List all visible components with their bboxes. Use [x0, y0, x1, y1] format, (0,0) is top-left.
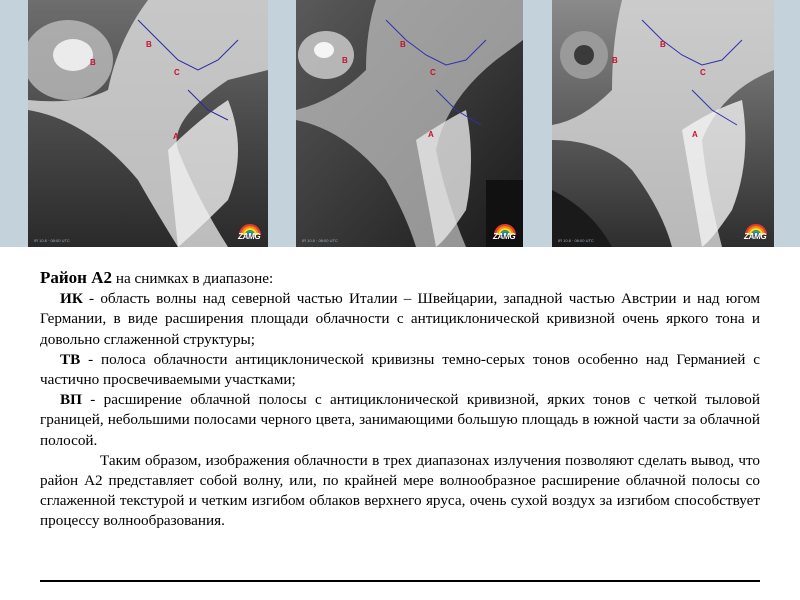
vp-description: - расширение облачной полосы с антициклонической кривизной, ярких тонов с четкой тыловой границей, небольшими полосами черного цвета, занимающими большую площадь в южной части за облачной полосой.: [40, 391, 760, 449]
ir-term: ИК: [60, 290, 83, 308]
image-stamp: IR 10.8 · 08:00 UTC: [302, 238, 338, 243]
region-letter-b: B: [612, 56, 618, 65]
region-letter-c: C: [430, 68, 436, 77]
zamg-logo: ZAMG: [491, 217, 519, 241]
region-heading: Район A2: [40, 268, 113, 287]
heading-suffix: на снимках в диапазоне:: [112, 270, 274, 287]
tv-paragraph: [40, 350, 760, 390]
region-letter-c: C: [174, 68, 180, 77]
satellite-panel-ir: [28, 0, 268, 247]
conclusion-paragraph: Таким образом, изображения облачности в трех диапазонах излучения позволяют сделать вывод, что район A2 представляет собой волну, или, по крайней мере волнообразное расширение облачной полосы со сглаженной текстурой и четким изгибом облаков верхнего яруса, очень сухой воздух за изгибом способствует процессу волнообразования.: [40, 451, 760, 530]
zamg-logo: ZAMG: [236, 217, 264, 241]
vp-paragraph: [40, 390, 760, 451]
ir-paragraph: [40, 289, 760, 350]
region-letter-b: B: [660, 40, 666, 49]
satellite-panel-water-vapour: [552, 0, 774, 247]
region-letter-c: C: [700, 68, 706, 77]
analysis-text: [40, 268, 760, 532]
tv-description: - полоса облачности антициклонической кривизны темно-серых тонов особенно над Германией с частично просвечиваемыми участками;: [40, 350, 760, 389]
region-letter-a: A: [428, 130, 434, 139]
tv-term: ТВ: [60, 350, 81, 368]
satellite-panel-visible: [296, 0, 523, 247]
image-stamp: IR 10.8 · 08:00 UTC: [34, 238, 70, 243]
section-heading: [40, 268, 760, 289]
satellite-image-strip: [0, 0, 800, 247]
region-letter-b: B: [90, 58, 96, 67]
vp-term: ВП: [60, 391, 82, 409]
zamg-logo: ZAMG: [742, 217, 770, 241]
region-letter-b: B: [146, 40, 152, 49]
region-letter-b: B: [342, 56, 348, 65]
ir-description: - область волны над северной частью Италии – Швейцарии, западной частью Австрии и над югом Германии, в виде расширения площади облачности с антициклонической кривизной очень яркого тона и довольно сглаженной структуры;: [40, 290, 760, 348]
region-letter-a: A: [173, 132, 179, 141]
image-stamp: IR 10.8 · 08:00 UTC: [558, 238, 594, 243]
region-letter-a: A: [692, 130, 698, 139]
bottom-divider: [40, 580, 760, 582]
region-letter-b: B: [400, 40, 406, 49]
